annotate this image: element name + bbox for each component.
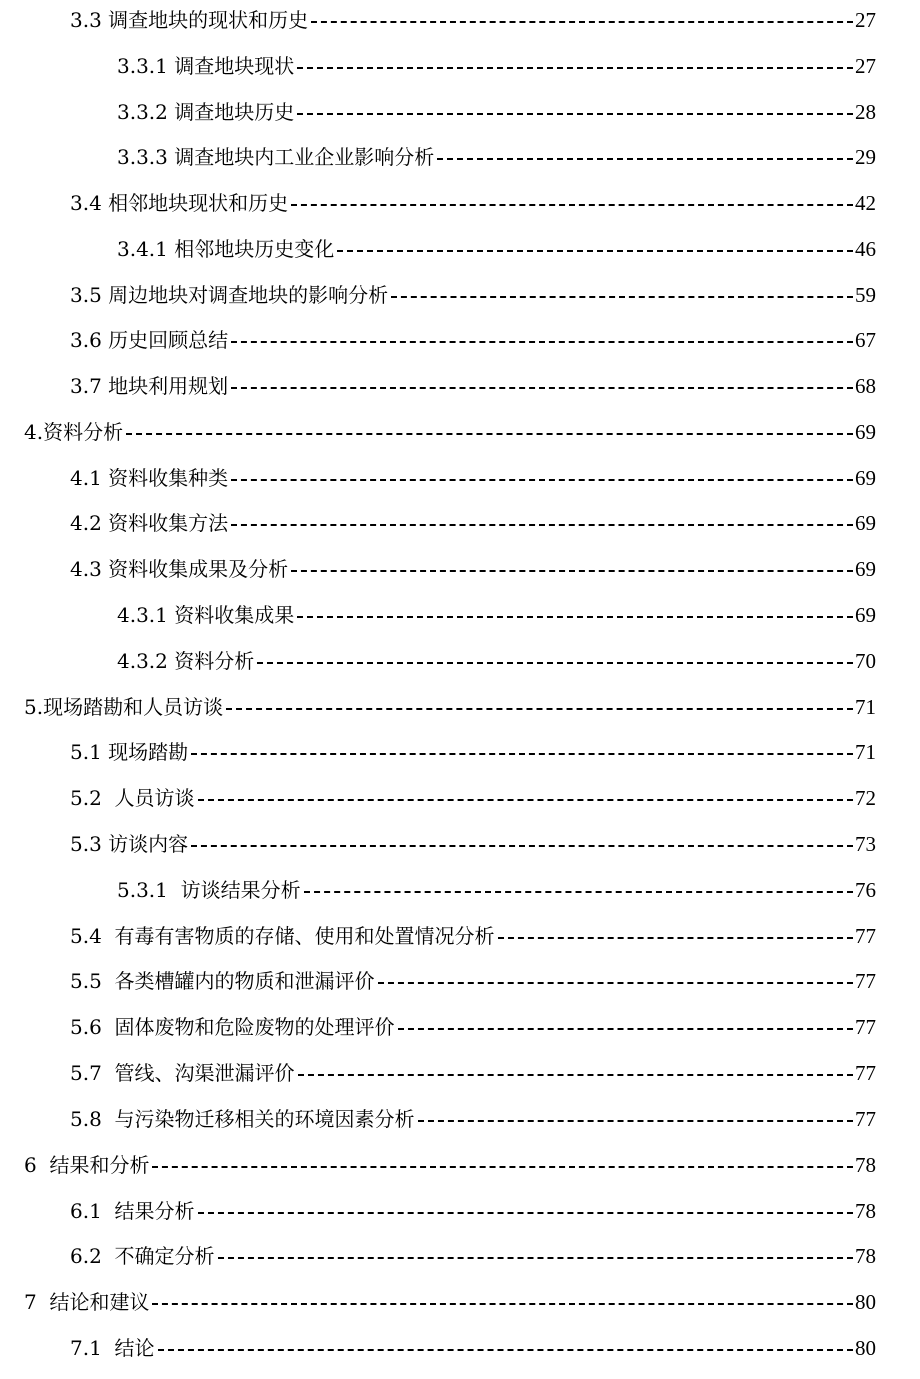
toc-page-number: 77 xyxy=(855,1061,876,1085)
toc-dot-leader xyxy=(152,1166,853,1168)
toc-dot-leader xyxy=(437,158,853,160)
toc-row xyxy=(0,646,920,676)
toc-dot-leader xyxy=(126,433,853,435)
toc-entry-link[interactable] xyxy=(70,829,876,859)
toc-entry-title: 4.资料分析 xyxy=(24,420,124,444)
toc-dot-leader xyxy=(191,845,853,847)
toc-page-number: 72 xyxy=(855,786,876,810)
toc-entry-link[interactable] xyxy=(70,463,876,493)
toc-entry-title: 4.1 资料收集种类 xyxy=(70,466,229,490)
toc-row xyxy=(0,783,920,813)
toc-dot-leader xyxy=(304,891,853,893)
toc-row xyxy=(0,600,920,630)
toc-row xyxy=(0,5,920,35)
toc-dot-leader xyxy=(398,1028,853,1030)
toc-entry-title: 4.3.1 资料收集成果 xyxy=(117,603,295,627)
toc-dot-leader xyxy=(297,67,853,69)
toc-entry-title: 3.7 地块利用规划 xyxy=(70,374,229,398)
toc-dot-leader xyxy=(231,341,853,343)
toc-page-number: 27 xyxy=(855,8,876,32)
toc-entry-link[interactable] xyxy=(70,921,876,951)
toc-entry-link[interactable] xyxy=(117,97,876,127)
toc-entry-link[interactable] xyxy=(117,600,876,630)
toc-entry-title: 5.6 固体废物和危险废物的处理评价 xyxy=(70,1015,395,1039)
toc-entry-link[interactable] xyxy=(70,554,876,584)
toc-page-number: 77 xyxy=(855,1015,876,1039)
toc-page-number: 71 xyxy=(855,695,876,719)
toc-page-number: 78 xyxy=(855,1244,876,1268)
toc-row xyxy=(0,371,920,401)
toc-entry-link[interactable] xyxy=(70,371,876,401)
toc-page-number: 67 xyxy=(855,328,876,352)
toc-dot-leader xyxy=(198,1212,853,1214)
toc-entry-title: 3.4.1 相邻地块历史变化 xyxy=(117,237,335,261)
toc-row xyxy=(0,1287,920,1317)
toc-page-number: 29 xyxy=(855,145,876,169)
toc-entry-title: 5.1 现场踏勘 xyxy=(70,740,189,764)
toc-dot-leader xyxy=(337,250,853,252)
toc-row xyxy=(0,829,920,859)
toc-row xyxy=(0,97,920,127)
toc-entry-link[interactable] xyxy=(70,1104,876,1134)
toc-page-number: 80 xyxy=(855,1290,876,1314)
toc-dot-leader xyxy=(226,708,853,710)
toc-page-number: 71 xyxy=(855,740,876,764)
toc-dot-leader xyxy=(231,387,853,389)
toc-entry-link[interactable] xyxy=(70,188,876,218)
toc-dot-leader xyxy=(498,937,853,939)
toc-row xyxy=(0,188,920,218)
toc-entry-title: 3.4 相邻地块现状和历史 xyxy=(70,191,289,215)
toc-entry-link[interactable] xyxy=(117,51,876,81)
toc-page-number: 69 xyxy=(855,557,876,581)
toc-dot-leader xyxy=(298,1074,853,1076)
toc-entry-link[interactable] xyxy=(24,1150,876,1180)
toc-entry-link[interactable] xyxy=(70,5,876,35)
toc-page-number: 77 xyxy=(855,1107,876,1131)
toc-entry-title: 5.3.1 访谈结果分析 xyxy=(117,878,301,902)
toc-entry-title: 6.1 结果分析 xyxy=(70,1199,195,1223)
toc-row xyxy=(0,463,920,493)
toc-entry-title: 5.4 有毒有害物质的存储、使用和处置情况分析 xyxy=(70,924,495,948)
toc-dot-leader xyxy=(198,799,853,801)
toc-entry-link[interactable] xyxy=(70,737,876,767)
toc-entry-title: 4.3 资料收集成果及分析 xyxy=(70,557,289,581)
toc-entry-link[interactable] xyxy=(24,417,876,447)
toc-page-number: 69 xyxy=(855,466,876,490)
toc-dot-leader xyxy=(231,524,853,526)
toc-row xyxy=(0,1196,920,1226)
toc-entry-title: 7 结论和建议 xyxy=(24,1290,150,1314)
toc-page-number: 69 xyxy=(855,511,876,535)
toc-row xyxy=(0,1150,920,1180)
toc-entry-title: 3.3 调查地块的现状和历史 xyxy=(70,8,309,32)
toc-entry-link[interactable] xyxy=(70,1012,876,1042)
toc-page-number: 28 xyxy=(855,100,876,124)
toc-entry-link[interactable] xyxy=(70,1333,876,1363)
toc-dot-leader xyxy=(297,616,853,618)
toc-dot-leader xyxy=(152,1303,853,1305)
toc-dot-leader xyxy=(297,113,853,115)
toc-dot-leader xyxy=(158,1349,853,1351)
toc-row xyxy=(0,1241,920,1271)
toc-row xyxy=(0,51,920,81)
toc-entry-link[interactable] xyxy=(70,1058,876,1088)
toc-row xyxy=(0,554,920,584)
toc-entry-title: 7.1 结论 xyxy=(70,1336,155,1360)
toc-dot-leader xyxy=(231,479,853,481)
toc-entry-link[interactable] xyxy=(70,1241,876,1271)
toc-page-number: 78 xyxy=(855,1153,876,1177)
toc-entry-title: 5.2 人员访谈 xyxy=(70,786,195,810)
toc-row xyxy=(0,508,920,538)
toc-entry-title: 5.3 访谈内容 xyxy=(70,832,189,856)
toc-page-number: 46 xyxy=(855,237,876,261)
toc-row xyxy=(0,966,920,996)
toc-entry-title: 6 结果和分析 xyxy=(24,1153,150,1177)
toc-page-number: 59 xyxy=(855,283,876,307)
toc-row xyxy=(0,417,920,447)
toc-page-number: 42 xyxy=(855,191,876,215)
toc-page-number: 69 xyxy=(855,420,876,444)
toc-row xyxy=(0,692,920,722)
toc-row xyxy=(0,1104,920,1134)
toc-page-number: 76 xyxy=(855,878,876,902)
toc-entry-title: 4.3.2 资料分析 xyxy=(117,649,255,673)
toc-dot-leader xyxy=(418,1120,853,1122)
toc-entry-link[interactable] xyxy=(117,142,876,172)
toc-entry-link[interactable] xyxy=(70,783,876,813)
toc-page-number: 68 xyxy=(855,374,876,398)
toc-row xyxy=(0,875,920,905)
toc-page-number: 70 xyxy=(855,649,876,673)
toc-entry-title: 3.3.3 调查地块内工业企业影响分析 xyxy=(117,145,435,169)
toc-page-number: 73 xyxy=(855,832,876,856)
toc-dot-leader xyxy=(311,21,853,23)
toc-page-number: 27 xyxy=(855,54,876,78)
toc-dot-leader xyxy=(191,753,853,755)
toc-entry-title: 5.现场踏勘和人员访谈 xyxy=(24,695,224,719)
toc-page-number: 80 xyxy=(855,1336,876,1360)
toc-entry-title: 3.3.1 调查地块现状 xyxy=(117,54,295,78)
toc-row xyxy=(0,737,920,767)
toc-entry-title: 6.2 不确定分析 xyxy=(70,1244,215,1268)
toc-dot-leader xyxy=(291,204,853,206)
toc-entry-title: 5.7 管线、沟渠泄漏评价 xyxy=(70,1061,295,1085)
toc-entry-link[interactable] xyxy=(70,508,876,538)
toc-entry-title: 4.2 资料收集方法 xyxy=(70,511,229,535)
toc-page-number: 78 xyxy=(855,1199,876,1223)
toc-entry-link[interactable] xyxy=(117,234,876,264)
toc-entry-link[interactable] xyxy=(70,325,876,355)
toc-entry-link[interactable] xyxy=(24,692,876,722)
toc-row xyxy=(0,921,920,951)
toc-row xyxy=(0,325,920,355)
toc-row xyxy=(0,280,920,310)
toc-row xyxy=(0,1333,920,1363)
toc-entry-title: 3.3.2 调查地块历史 xyxy=(117,100,295,124)
toc-entry-title: 5.5 各类槽罐内的物质和泄漏评价 xyxy=(70,969,375,993)
toc-entry-link[interactable] xyxy=(70,280,876,310)
toc-row xyxy=(0,142,920,172)
toc-row xyxy=(0,234,920,264)
toc-entry-link[interactable] xyxy=(70,1196,876,1226)
toc-dot-leader xyxy=(291,570,853,572)
toc-entry-title: 5.8 与污染物迁移相关的环境因素分析 xyxy=(70,1107,415,1131)
toc-page-number: 77 xyxy=(855,969,876,993)
toc-dot-leader xyxy=(218,1257,853,1259)
toc-dot-leader xyxy=(391,296,853,298)
toc-entry-title: 3.6 历史回顾总结 xyxy=(70,328,229,352)
toc-entry-link[interactable] xyxy=(24,1287,876,1317)
toc-page-number: 77 xyxy=(855,924,876,948)
toc-page-number: 69 xyxy=(855,603,876,627)
toc-entry-link[interactable] xyxy=(117,646,876,676)
toc-dot-leader xyxy=(257,662,853,664)
toc-entry-link[interactable] xyxy=(117,875,876,905)
toc-entry-title: 3.5 周边地块对调查地块的影响分析 xyxy=(70,283,389,307)
toc-row xyxy=(0,1058,920,1088)
toc-entry-link[interactable] xyxy=(70,966,876,996)
toc-dot-leader xyxy=(378,982,853,984)
toc-row xyxy=(0,1012,920,1042)
